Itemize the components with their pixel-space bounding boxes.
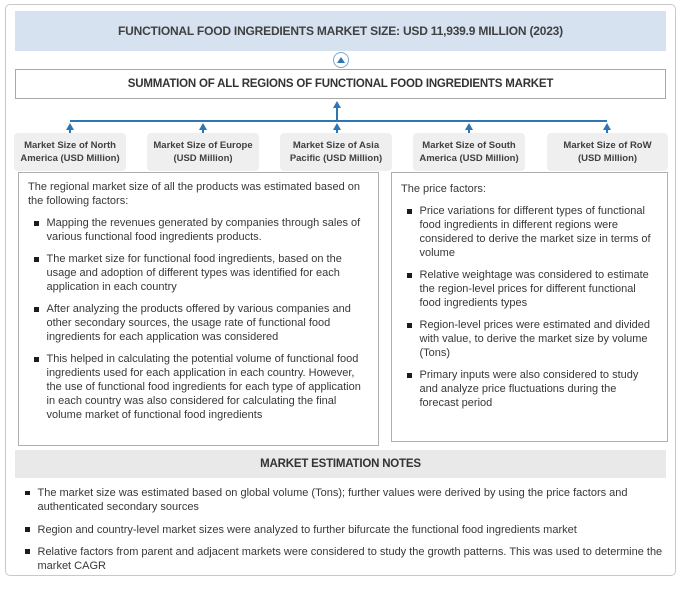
list-item (34, 353, 369, 423)
list-item-text: Primary inputs were also considered to study and analyze price fluctuations during the forecast period (419, 368, 639, 409)
up-arrow-icon (337, 57, 345, 63)
list-item (407, 269, 658, 311)
bullet-square-icon (34, 221, 39, 226)
list-item-text: Mapping the revenues generated by companies through sales of various functional food ingredients products. (46, 216, 361, 243)
list-item-text: After analyzing the products offered by various companies and other secondary sources, the usage rate of functional food ingredients for each application was considered (46, 302, 351, 343)
region-box-south-america: Market Size of South America (USD Million) (413, 133, 525, 171)
region-box-row: Market Size of RoW (USD Million) (547, 133, 668, 171)
up-arrow-icon (465, 123, 473, 130)
regional-factors-intro: The regional market size of all the products was estimated based on the following factors: (28, 181, 361, 207)
list-item-text: The market size was estimated based on global volume (Tons); further values were derived by using the price factors and authenticated secondary sources (37, 487, 628, 514)
price-factors-intro: The price factors: (401, 183, 486, 195)
bullet-square-icon (407, 323, 412, 328)
up-arrow-icon (66, 123, 74, 130)
price-factors-panel (391, 172, 668, 442)
list-item-text: This helped in calculating the potential volume of functional food ingredients used for each application in each country. However, the use of functional food ingredients for each type of application in each country was also considered for calculating the final volume market of functional food ingredients (46, 352, 361, 421)
list-item-text: Region-level prices were estimated and divided with value, to derive the market size by volume (Tons) (419, 318, 651, 359)
bullet-square-icon (25, 491, 30, 496)
list-item (34, 217, 369, 245)
list-item (25, 486, 665, 515)
list-item-text: The market size for functional food ingredients, based on the usage and adoption of different types was identified for each application in each country (46, 252, 342, 293)
bullet-square-icon (34, 307, 39, 312)
market-estimation-notes-bar (15, 450, 666, 478)
list-item (25, 523, 665, 537)
bullet-square-icon (407, 373, 412, 378)
bullet-square-icon (34, 257, 39, 262)
up-arrow-icon (333, 101, 341, 108)
list-item (34, 253, 369, 295)
connector-lines (6, 99, 675, 133)
bullet-square-icon (34, 357, 39, 362)
market-estimation-diagram (5, 4, 676, 576)
list-item-text: Relative weightage was considered to estimate the region-level prices for different functional food ingredients types (419, 268, 649, 309)
list-item (407, 205, 658, 261)
up-arrow-icon (603, 123, 611, 130)
summation-title: SUMMATION OF ALL REGIONS OF FUNCTIONAL FOOD INGREDIENTS MARKET (127, 78, 554, 90)
list-item (407, 319, 658, 361)
list-item (34, 303, 369, 345)
up-arrow-icon (333, 123, 341, 130)
list-item (25, 545, 665, 574)
list-item (407, 369, 658, 411)
bullet-square-icon (407, 273, 412, 278)
market-size-banner-title: FUNCTIONAL FOOD INGREDIENTS MARKET SIZE: USD 11,939.9 MILLION (2023) (118, 24, 563, 38)
arrow-stem (336, 108, 338, 120)
market-estimation-notes-title: MARKET ESTIMATION NOTES (260, 458, 421, 470)
bullet-square-icon (407, 209, 412, 214)
circle-up-arrow-icon (333, 52, 349, 68)
summation-box (15, 69, 666, 99)
list-item-text: Price variations for different types of functional food ingredients in different regions were considered to derive the market size in terms of volume (419, 204, 651, 259)
region-box-north-america: Market Size of North America (USD Million) (14, 133, 126, 171)
list-item-text: Relative factors from parent and adjacent markets were considered to study the growth patterns. This was used to determine the market CAGR (37, 545, 663, 573)
region-box-europe: Market Size of Europe (USD Million) (147, 133, 259, 171)
bullet-square-icon (25, 527, 30, 532)
bullet-square-icon (25, 549, 30, 554)
region-box-asia-pacific: Market Size of Asia Pacific (USD Million) (280, 133, 392, 171)
market-size-banner (15, 11, 666, 51)
regional-factors-panel (18, 172, 379, 446)
market-estimation-notes-list (19, 486, 665, 581)
up-arrow-icon (199, 123, 207, 130)
list-item-text: Region and country-level market sizes were analyzed to further bifurcate the functional food ingredients market (37, 523, 577, 536)
horizontal-connector-line (70, 120, 607, 122)
